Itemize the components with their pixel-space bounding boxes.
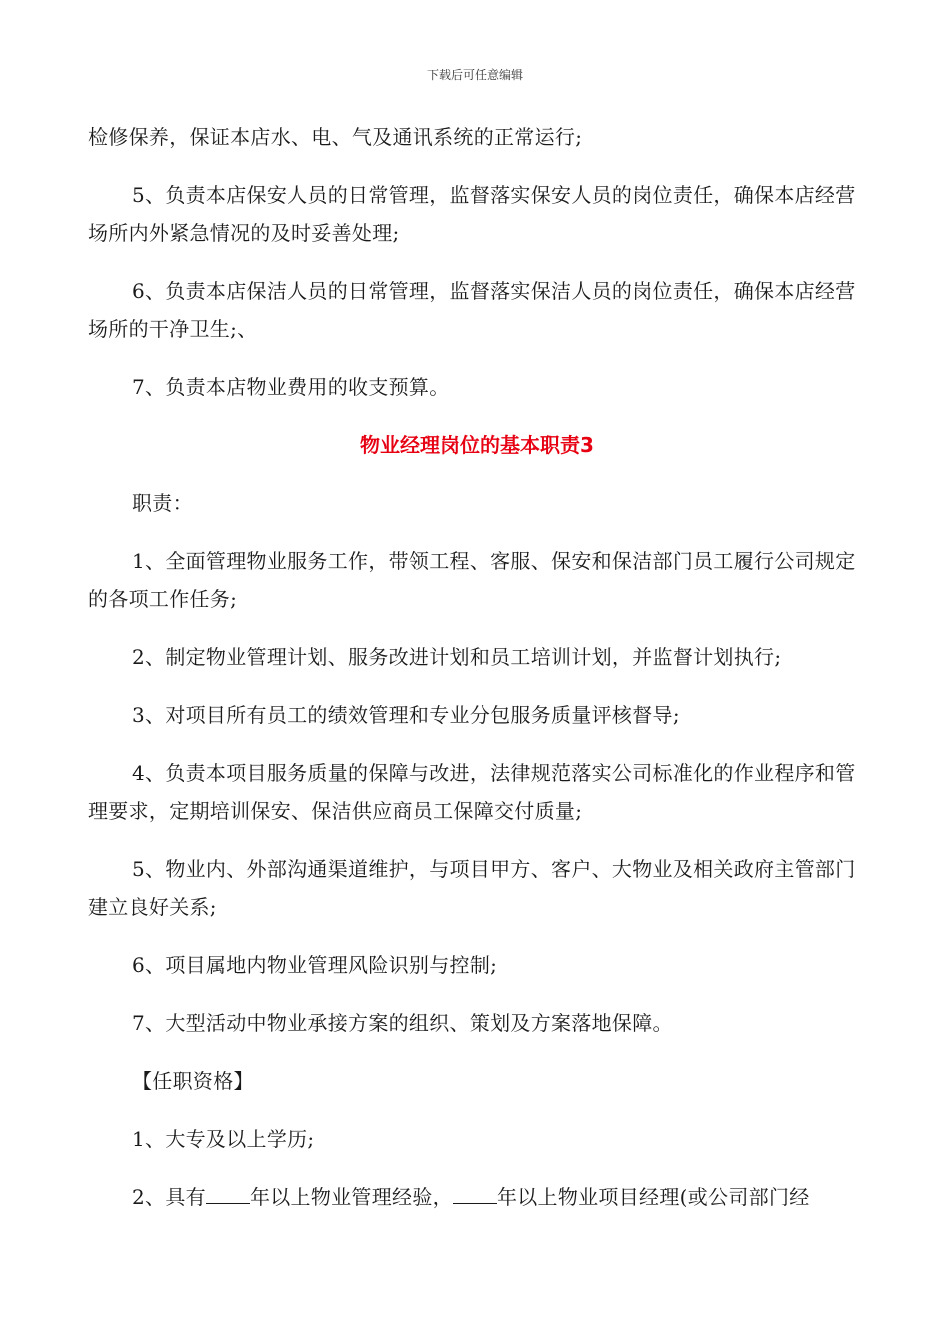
paragraph-duties-heading: 职责： (132, 491, 193, 515)
fill-in-blank (206, 1181, 250, 1204)
paragraph-qualification-2 (88, 1178, 866, 1216)
page-header-note: 下载后可任意编辑 (426, 68, 523, 82)
paragraph-duty-2: 2、制定物业管理计划、服务改进计划和员工培训计划，并监督计划执行; (132, 645, 782, 669)
paragraph-duty-6: 6、项目属地内物业管理风险识别与控制; (132, 953, 498, 977)
paragraph-duty-1: 1、全面管理物业服务工作，带领工程、客服、保安和保洁部门员工履行公司规定的各项工作任务; (88, 549, 856, 611)
paragraph-duty-4: 4、负责本项目服务质量的保障与改进，法律规范落实公司标准化的作业程序和管理要求，定期培训保安、保洁供应商员工保障交付质量; (88, 761, 856, 823)
paragraph-qualifications-heading: 【任职资格】 (132, 1069, 254, 1093)
fill-in-blank (453, 1181, 497, 1204)
paragraph-duty-5: 5、物业内、外部沟通渠道维护，与项目甲方、客户、大物业及相关政府主管部门建立良好关系; (88, 857, 856, 919)
paragraph-item-7-budget: 7、负责本店物业费用的收支预算。 (132, 375, 450, 399)
qualification-2-part-1: 2、具有 (132, 1185, 206, 1209)
paragraph-continuation: 检修保养，保证本店水、电、气及通讯系统的正常运行; (88, 125, 583, 149)
paragraph-duty-3: 3、对项目所有员工的绩效管理和专业分包服务质量评核督导; (132, 703, 680, 727)
paragraph-duty-7: 7、大型活动中物业承接方案的组织、策划及方案落地保障。 (132, 1011, 673, 1035)
section-title: 物业经理岗位的基本职责3 (360, 433, 594, 457)
paragraph-qualification-1: 1、大专及以上学历; (132, 1127, 315, 1151)
qualification-2-part-2: 年以上物业管理经验， (249, 1185, 453, 1209)
paragraph-item-5-security: 5、负责本店保安人员的日常管理，监督落实保安人员的岗位责任，确保本店经营场所内外紧急情况的及时妥善处理; (88, 183, 856, 245)
qualification-2-part-3: 年以上物业项目经理(或公司部门经 (496, 1185, 810, 1209)
document-body (88, 118, 866, 1236)
paragraph-item-6-cleaning: 6、负责本店保洁人员的日常管理，监督落实保洁人员的岗位责任，确保本店经营场所的干净卫生;、 (88, 279, 856, 341)
